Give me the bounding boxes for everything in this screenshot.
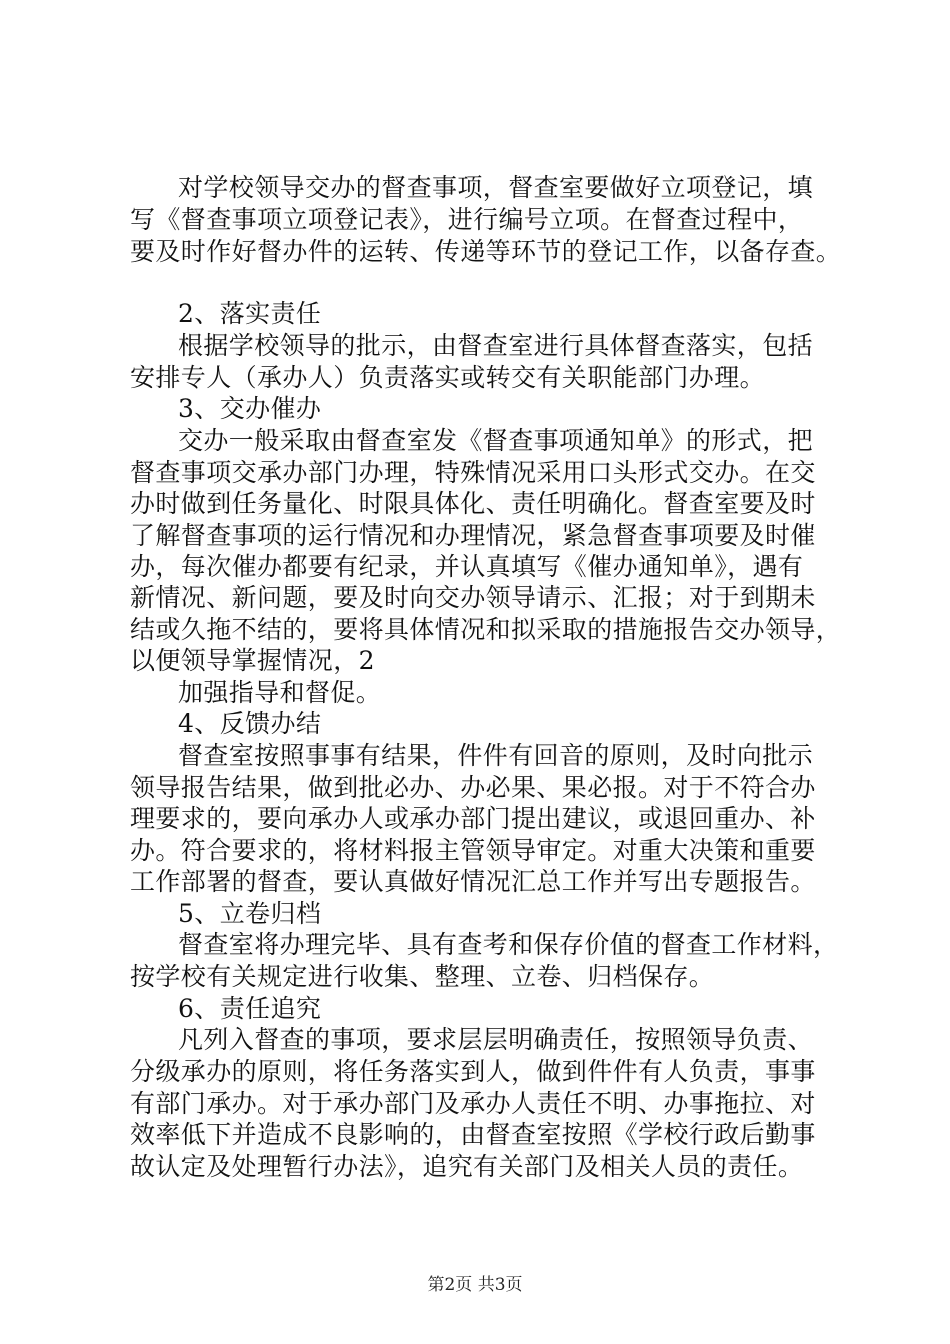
paragraph-line: 有部门承办。对于承办部门及承办人责任不明、办事拖拉、对 <box>130 1089 816 1118</box>
paragraph-line: 工作部署的督查，要认真做好情况汇总工作并写出专题报告。 <box>130 867 816 896</box>
section-heading: 6、责任追究 <box>178 994 322 1023</box>
paragraph-line: 要及时作好督办件的运转、传递等环节的登记工作，以备存查。 <box>130 237 842 266</box>
paragraph-line: 根据学校领导的批示，由督查室进行具体督查落实，包括 <box>178 331 814 360</box>
section-heading: 5、立卷归档 <box>178 899 322 928</box>
paragraph-line: 督查室按照事事有结果，件件有回音的原则，及时向批示 <box>178 741 814 770</box>
paragraph-line: 分级承办的原则，将任务落实到人，做到件件有人负责，事事 <box>130 1057 816 1086</box>
paragraph-line: 安排专人（承办人）负责落实或转交有关职能部门办理。 <box>130 363 766 392</box>
paragraph-line: 督查室将办理完毕、具有查考和保存价值的督查工作材料， <box>178 930 839 959</box>
section-heading: 2、落实责任 <box>178 299 322 328</box>
section-heading: 3、交办催办 <box>178 394 322 423</box>
paragraph-line: 办，每次催办都要有纪录，并认真填写《催办通知单》，遇有 <box>130 552 804 581</box>
paragraph-line: 效率低下并造成不良影响的，由督查室按照《学校行政后勤事 <box>130 1120 816 1149</box>
section-heading: 4、反馈办结 <box>178 709 322 738</box>
paragraph-line: 交办一般采取由督查室发《督查事项通知单》的形式，把 <box>178 426 814 455</box>
paragraph-line: 写《督查事项立项登记表》，进行编号立项。在督查过程中， <box>130 205 804 234</box>
paragraph-line: 督查事项交承办部门办理，特殊情况采用口头形式交办。在交 <box>130 458 816 487</box>
paragraph-line: 按学校有关规定进行收集、整理、立卷、归档保存。 <box>130 962 715 991</box>
paragraph-line: 理要求的，要向承办人或承办部门提出建议，或退回重办、补 <box>130 804 816 833</box>
paragraph-line: 办。符合要求的，将材料报主管领导审定。对重大决策和重要 <box>130 836 816 865</box>
paragraph-line: 对学校领导交办的督查事项，督查室要做好立项登记，填 <box>178 173 814 202</box>
paragraph-line: 办时做到任务量化、时限具体化、责任明确化。督查室要及时 <box>130 489 816 518</box>
paragraph-line: 故认定及处理暂行办法》，追究有关部门及相关人员的责任。 <box>130 1152 804 1181</box>
paragraph-line: 新情况、新问题，要及时向交办领导请示、汇报；对于到期未 <box>130 583 816 612</box>
page-number-footer: 第2页 共3页 <box>427 1275 523 1295</box>
paragraph-line: 了解督查事项的运行情况和办理情况，紧急督查事项要及时催 <box>130 521 816 550</box>
paragraph-line: 领导报告结果，做到批必办、办必果、果必报。对于不符合办 <box>130 773 816 802</box>
paragraph-line: 结或久拖不结的，要将具体情况和拟采取的措施报告交办领导， <box>130 615 842 644</box>
paragraph-line: 加强指导和督促。 <box>178 678 382 707</box>
paragraph-line: 以便领导掌握情况，2 <box>130 646 375 675</box>
paragraph-line: 凡列入督查的事项，要求层层明确责任，按照领导负责、 <box>178 1025 814 1054</box>
